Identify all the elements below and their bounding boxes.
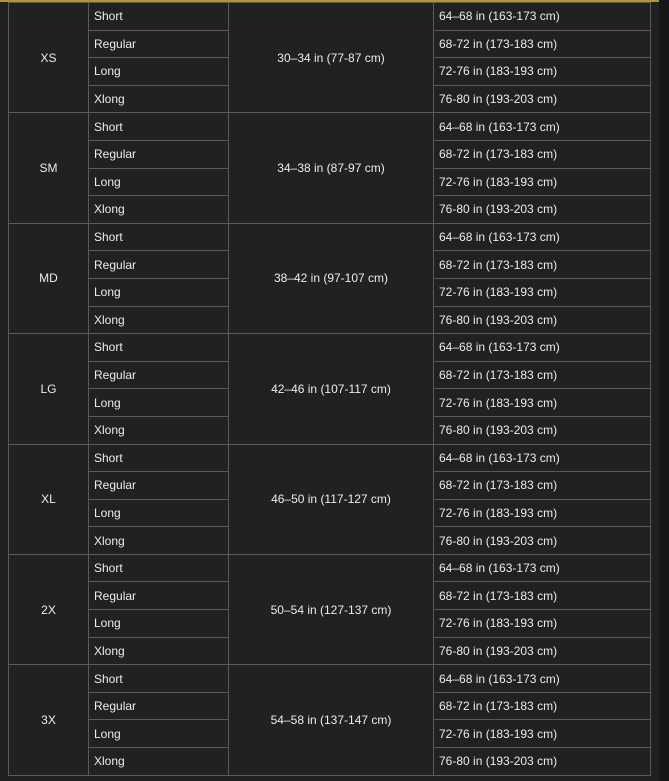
length-cell: Long xyxy=(89,278,229,306)
size-chart-body xyxy=(9,3,651,776)
length-cell: Short xyxy=(89,113,229,141)
height-cell: 76-80 in (193-203 cm) xyxy=(434,527,651,555)
length-cell: Regular xyxy=(89,692,229,720)
chest-cell: 46–50 in (117-127 cm) xyxy=(229,444,434,554)
height-cell: 76-80 in (193-203 cm) xyxy=(434,306,651,334)
length-cell: Short xyxy=(89,444,229,472)
length-cell: Regular xyxy=(89,30,229,58)
size-cell: XL xyxy=(9,444,89,554)
height-cell: 64–68 in (163-173 cm) xyxy=(434,665,651,693)
chest-cell: 54–58 in (137-147 cm) xyxy=(229,665,434,775)
size-cell: XS xyxy=(9,3,89,113)
size-cell: 2X xyxy=(9,554,89,664)
table-row xyxy=(9,113,651,141)
height-cell: 64–68 in (163-173 cm) xyxy=(434,444,651,472)
height-cell: 72-76 in (183-193 cm) xyxy=(434,499,651,527)
height-cell: 76-80 in (193-203 cm) xyxy=(434,637,651,665)
chest-cell: 34–38 in (87-97 cm) xyxy=(229,113,434,223)
length-cell: Xlong xyxy=(89,748,229,776)
table-row xyxy=(9,554,651,582)
length-cell: Xlong xyxy=(89,306,229,334)
height-cell: 64–68 in (163-173 cm) xyxy=(434,3,651,31)
length-cell: Short xyxy=(89,223,229,251)
length-cell: Xlong xyxy=(89,196,229,224)
height-cell: 68-72 in (173-183 cm) xyxy=(434,692,651,720)
chest-cell: 42–46 in (107-117 cm) xyxy=(229,334,434,444)
size-cell: SM xyxy=(9,113,89,223)
size-chart-table xyxy=(8,2,651,776)
length-cell: Long xyxy=(89,610,229,638)
size-cell: LG xyxy=(9,334,89,444)
length-cell: Long xyxy=(89,58,229,86)
height-cell: 72-76 in (183-193 cm) xyxy=(434,720,651,748)
size-cell: 3X xyxy=(9,665,89,775)
height-cell: 68-72 in (173-183 cm) xyxy=(434,361,651,389)
length-cell: Xlong xyxy=(89,527,229,555)
height-cell: 68-72 in (173-183 cm) xyxy=(434,582,651,610)
height-cell: 72-76 in (183-193 cm) xyxy=(434,278,651,306)
height-cell: 68-72 in (173-183 cm) xyxy=(434,140,651,168)
length-cell: Xlong xyxy=(89,85,229,113)
size-cell: MD xyxy=(9,223,89,333)
height-cell: 64–68 in (163-173 cm) xyxy=(434,554,651,582)
table-row xyxy=(9,223,651,251)
chest-cell: 30–34 in (77-87 cm) xyxy=(229,3,434,113)
chest-cell: 38–42 in (97-107 cm) xyxy=(229,223,434,333)
length-cell: Regular xyxy=(89,140,229,168)
length-cell: Short xyxy=(89,665,229,693)
height-cell: 76-80 in (193-203 cm) xyxy=(434,196,651,224)
length-cell: Long xyxy=(89,168,229,196)
table-row xyxy=(9,334,651,362)
length-cell: Regular xyxy=(89,582,229,610)
height-cell: 68-72 in (173-183 cm) xyxy=(434,472,651,500)
length-cell: Short xyxy=(89,334,229,362)
height-cell: 72-76 in (183-193 cm) xyxy=(434,168,651,196)
height-cell: 76-80 in (193-203 cm) xyxy=(434,85,651,113)
length-cell: Long xyxy=(89,499,229,527)
chest-cell: 50–54 in (127-137 cm) xyxy=(229,554,434,664)
length-cell: Xlong xyxy=(89,637,229,665)
height-cell: 72-76 in (183-193 cm) xyxy=(434,610,651,638)
height-cell: 76-80 in (193-203 cm) xyxy=(434,748,651,776)
height-cell: 68-72 in (173-183 cm) xyxy=(434,30,651,58)
table-row xyxy=(9,444,651,472)
height-cell: 64–68 in (163-173 cm) xyxy=(434,113,651,141)
length-cell: Short xyxy=(89,3,229,31)
length-cell: Regular xyxy=(89,472,229,500)
length-cell: Short xyxy=(89,554,229,582)
length-cell: Long xyxy=(89,720,229,748)
height-cell: 64–68 in (163-173 cm) xyxy=(434,223,651,251)
length-cell: Regular xyxy=(89,251,229,279)
table-row xyxy=(9,3,651,31)
height-cell: 64–68 in (163-173 cm) xyxy=(434,334,651,362)
height-cell: 72-76 in (183-193 cm) xyxy=(434,389,651,417)
height-cell: 76-80 in (193-203 cm) xyxy=(434,416,651,444)
length-cell: Regular xyxy=(89,361,229,389)
table-row xyxy=(9,665,651,693)
height-cell: 68-72 in (173-183 cm) xyxy=(434,251,651,279)
length-cell: Xlong xyxy=(89,416,229,444)
length-cell: Long xyxy=(89,389,229,417)
height-cell: 72-76 in (183-193 cm) xyxy=(434,58,651,86)
